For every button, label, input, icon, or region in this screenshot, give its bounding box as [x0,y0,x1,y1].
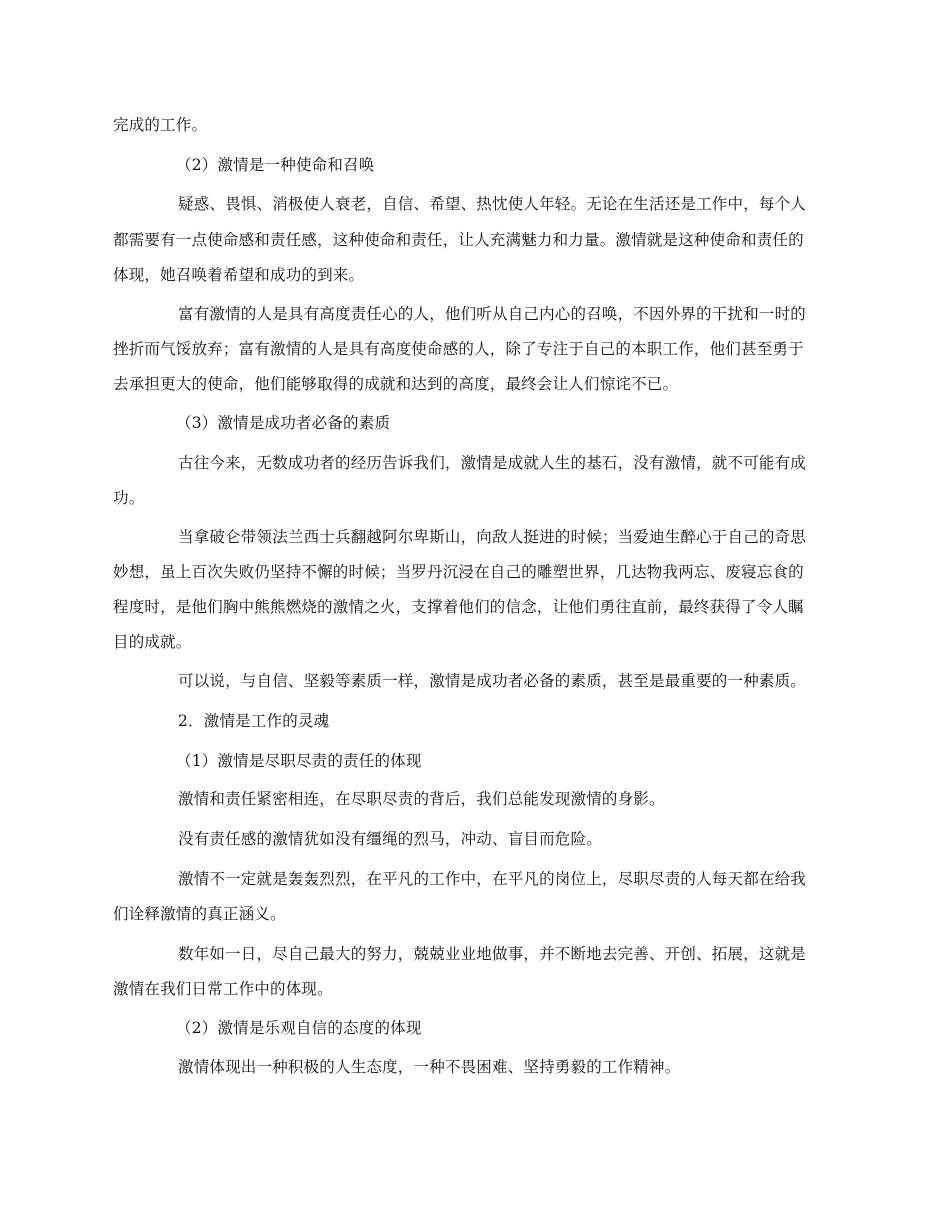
text-line: 激情不一定就是轰轰烈烈，在平凡的工作中，在平凡的岗位上，尽职尽责的人每天都在给我 [178,870,807,888]
text-line: 都需要有一点使命感和责任感，这种使命和责任，让人充满魅力和力量。激情就是这种使命和责任的 [113,231,804,249]
chapter-heading: 2．激情是工作的灵魂 [178,712,330,730]
text-line: 妙想，虽上百次失败仍坚持不懈的时候；当罗丹沉浸在自己的雕塑世界，几达物我两忘、废寝忘食的 [113,563,804,581]
text-line: 完成的工作。 [113,116,208,134]
section-heading: （2）激情是一种使命和召唤 [176,156,375,174]
text-line: 古往今来，无数成功者的经历告诉我们，激情是成就人生的基石，没有激情，就不可能有成 [178,454,807,472]
text-line: 疑惑、畏惧、消极使人衰老，自信、希望、热忱使人年轻。无论在生活还是工作中，每个人 [178,195,807,213]
text-line: 可以说，与自信、坚毅等素质一样，激情是成功者必备的素质，甚至是最重要的一种素质。 [178,672,807,690]
text-line: 富有激情的人是具有高度责任心的人，他们听从自己内心的召唤，不因外界的干扰和一时的 [178,305,807,323]
text-line: 激情和责任紧密相连，在尽职尽责的背后，我们总能发现激情的身影。 [178,790,665,808]
text-line: 功。 [113,489,145,507]
text-line: 当拿破仑带领法兰西士兵翻越阿尔卑斯山，向敌人挺进的时候；当爱迪生醉心于自己的奇思 [178,528,807,546]
text-line: 程度时，是他们胸中熊熊燃烧的激情之火，支撑着他们的信念，让他们勇往直前，最终获得了令人瞩 [113,598,804,616]
section-heading: （2）激情是乐观自信的态度的体现 [176,1019,422,1037]
text-line: 体现，她召唤着希望和成功的到来。 [113,266,365,284]
text-line: 数年如一日，尽自己最大的努力，兢兢业业地做事，并不断地去完善、开创、拓展，这就是 [178,945,807,963]
section-heading: （3）激情是成功者必备的素质 [176,414,391,432]
text-line: 激情体现出一种积极的人生态度，一种不畏困难、坚持勇毅的工作精神。 [178,1058,681,1076]
text-line: 去承担更大的使命，他们能够取得的成就和达到的高度，最终会让人们惊诧不已。 [113,375,679,393]
text-line: 目的成就。 [113,633,192,651]
section-heading: （1）激情是尽职尽责的责任的体现 [176,752,422,770]
text-line: 没有责任感的激情犹如没有缰绳的烈马，冲动、盲目而危险。 [178,830,602,848]
text-line: 挫折而气馁放弃；富有激情的人是具有高度使命感的人，除了专注于自己的本职工作，他们甚至勇于 [113,340,804,358]
text-line: 激情在我们日常工作中的体现。 [113,980,333,998]
text-line: 们诠释激情的真正涵义。 [113,905,286,923]
